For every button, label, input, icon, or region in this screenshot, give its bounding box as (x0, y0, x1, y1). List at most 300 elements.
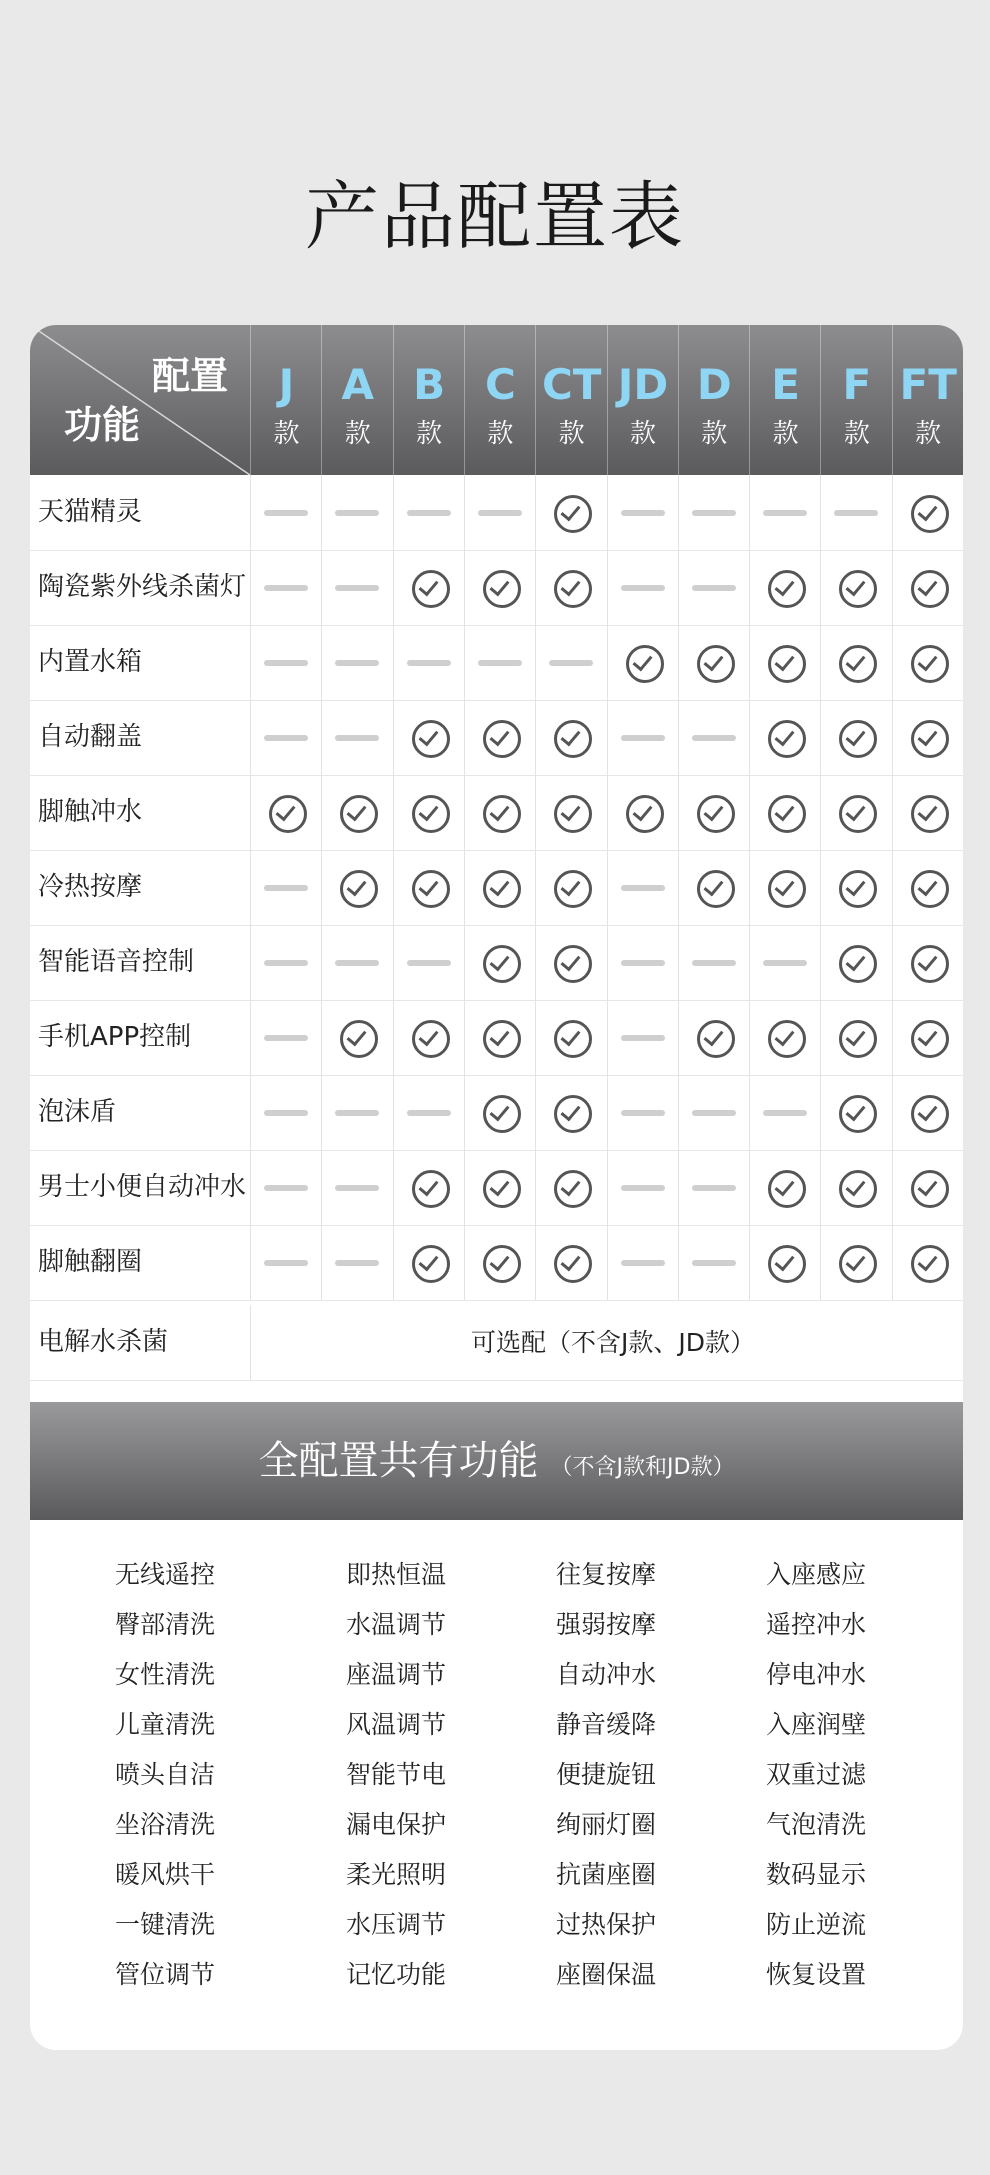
table-cell (250, 850, 322, 925)
table-row (30, 1000, 963, 1076)
common-feature-item: 无线遥控 (115, 1560, 216, 1589)
table-cell (820, 1000, 892, 1075)
table-cell (749, 1000, 821, 1075)
model-suffix: 款 (344, 419, 371, 449)
table-cell (607, 625, 679, 700)
common-feature-item: 防止逆流 (766, 1910, 867, 1939)
model-column-header (464, 325, 536, 475)
table-cell (678, 925, 750, 1000)
table-cell (393, 1150, 465, 1225)
table-cell (892, 1075, 963, 1150)
dash-icon (264, 735, 308, 741)
check-circle-icon (839, 795, 877, 833)
table-row (30, 1225, 963, 1301)
dash-icon (264, 660, 308, 666)
table-cell (678, 550, 750, 625)
common-features-band (30, 1402, 963, 1520)
model-column-header (607, 325, 679, 475)
check-circle-icon (911, 570, 949, 608)
check-circle-icon (697, 645, 735, 683)
table-row (30, 850, 963, 926)
check-circle-icon (768, 1245, 806, 1283)
model-code: A (341, 360, 375, 409)
table-cell (820, 1075, 892, 1150)
check-circle-icon (412, 870, 450, 908)
check-circle-icon (483, 1020, 521, 1058)
common-feature-item: 水温调节 (346, 1610, 447, 1639)
check-circle-icon (911, 1245, 949, 1283)
config-table-card (30, 325, 963, 2050)
dash-icon (692, 585, 736, 591)
check-circle-icon (554, 1245, 592, 1283)
table-cell (607, 1075, 679, 1150)
table-cell (464, 775, 536, 850)
check-circle-icon (911, 795, 949, 833)
model-code: JD (617, 360, 669, 409)
check-circle-icon (839, 1095, 877, 1133)
table-cell (678, 775, 750, 850)
table-row (30, 475, 963, 551)
dash-icon (621, 1185, 665, 1191)
table-cell (321, 625, 393, 700)
dash-icon (264, 1110, 308, 1116)
model-code: FT (899, 360, 957, 409)
table-cell (749, 850, 821, 925)
check-circle-icon (269, 795, 307, 833)
table-cell (464, 1150, 536, 1225)
table-row (30, 925, 963, 1001)
table-cell (464, 925, 536, 1000)
check-circle-icon (911, 945, 949, 983)
check-circle-icon (340, 1020, 378, 1058)
table-cell (535, 625, 607, 700)
table-cell (250, 775, 322, 850)
check-circle-icon (483, 870, 521, 908)
feature-label: 电解水杀菌 (38, 1327, 169, 1357)
dash-icon (621, 960, 665, 966)
model-code: C (484, 360, 516, 409)
common-feature-item: 柔光照明 (346, 1860, 447, 1889)
check-circle-icon (839, 570, 877, 608)
check-circle-icon (839, 645, 877, 683)
table-cell (820, 550, 892, 625)
common-feature-item: 水压调节 (346, 1910, 447, 1939)
check-circle-icon (554, 720, 592, 758)
model-code: B (413, 360, 446, 409)
table-cell (607, 1225, 679, 1300)
table-cell (820, 700, 892, 775)
table-cell (892, 1225, 963, 1300)
table-cell (820, 775, 892, 850)
table-cell (607, 700, 679, 775)
check-circle-icon (911, 720, 949, 758)
check-circle-icon (554, 945, 592, 983)
table-cell (393, 1075, 465, 1150)
check-circle-icon (554, 570, 592, 608)
table-cell (820, 1150, 892, 1225)
table-cell (820, 850, 892, 925)
common-feature-item: 坐浴清洗 (115, 1810, 216, 1839)
table-cell (535, 475, 607, 550)
feature-label: 脚触冲水 (38, 797, 143, 827)
table-cell (892, 1000, 963, 1075)
model-suffix: 款 (629, 419, 656, 449)
check-circle-icon (412, 1245, 450, 1283)
check-circle-icon (911, 495, 949, 533)
check-circle-icon (768, 870, 806, 908)
dash-icon (478, 510, 522, 516)
dash-icon (264, 510, 308, 516)
check-circle-icon (483, 795, 521, 833)
check-circle-icon (483, 1095, 521, 1133)
table-cell (678, 475, 750, 550)
check-circle-icon (768, 1020, 806, 1058)
model-code: J (278, 360, 295, 409)
check-circle-icon (911, 1170, 949, 1208)
check-circle-icon (554, 1170, 592, 1208)
common-feature-item: 停电冲水 (766, 1660, 867, 1689)
model-column-header (892, 325, 963, 475)
common-feature-item: 入座润壁 (766, 1710, 867, 1739)
table-row (30, 1150, 963, 1226)
table-cell (393, 925, 465, 1000)
check-circle-icon (839, 1170, 877, 1208)
check-circle-icon (768, 645, 806, 683)
model-code: F (842, 360, 872, 409)
table-cell (678, 850, 750, 925)
common-feature-item: 过热保护 (556, 1910, 657, 1939)
dash-icon (763, 510, 807, 516)
check-circle-icon (911, 1095, 949, 1133)
common-features-title: 全配置共有功能 (258, 1438, 539, 1484)
common-feature-item: 女性清洗 (115, 1660, 216, 1689)
check-circle-icon (340, 795, 378, 833)
dash-icon (335, 960, 379, 966)
common-feature-item: 遥控冲水 (766, 1610, 867, 1639)
feature-label: 冷热按摩 (38, 872, 143, 902)
table-cell (250, 1075, 322, 1150)
common-feature-item: 恢复设置 (766, 1960, 867, 1989)
table-cell (393, 1000, 465, 1075)
check-circle-icon (911, 645, 949, 683)
common-feature-item: 风温调节 (346, 1710, 447, 1739)
table-cell (393, 1225, 465, 1300)
model-column-header (250, 325, 322, 475)
table-cell (464, 700, 536, 775)
table-cell (607, 850, 679, 925)
common-feature-item: 入座感应 (766, 1560, 867, 1589)
table-cell (749, 1225, 821, 1300)
check-circle-icon (483, 570, 521, 608)
common-feature-item: 气泡清洗 (766, 1810, 867, 1839)
check-circle-icon (412, 720, 450, 758)
check-circle-icon (697, 1020, 735, 1058)
feature-label: 男士小便自动冲水 (38, 1172, 247, 1202)
check-circle-icon (554, 795, 592, 833)
table-cell (464, 1000, 536, 1075)
feature-label: 脚触翻圈 (38, 1247, 143, 1277)
dash-icon (335, 585, 379, 591)
table-cell (250, 625, 322, 700)
table-cell (607, 550, 679, 625)
table-row (30, 775, 963, 851)
table-cell (321, 1000, 393, 1075)
table-cell (892, 550, 963, 625)
table-cell (749, 925, 821, 1000)
feature-label: 智能语音控制 (38, 947, 195, 977)
check-circle-icon (768, 795, 806, 833)
dash-icon (335, 660, 379, 666)
model-suffix: 款 (772, 419, 799, 449)
table-cell (535, 700, 607, 775)
common-feature-item: 静音缓降 (556, 1710, 657, 1739)
table-cell (464, 475, 536, 550)
common-feature-item: 往复按摩 (556, 1560, 657, 1589)
table-cell (820, 475, 892, 550)
table-cell (464, 850, 536, 925)
feature-label: 自动翻盖 (38, 722, 143, 752)
table-cell (535, 850, 607, 925)
dash-icon (621, 735, 665, 741)
table-cell (749, 775, 821, 850)
table-cell (892, 925, 963, 1000)
optional-cell (250, 1305, 963, 1380)
check-circle-icon (483, 1245, 521, 1283)
dash-icon (621, 1110, 665, 1116)
table-cell (535, 1000, 607, 1075)
table-cell (535, 1075, 607, 1150)
dash-icon (478, 660, 522, 666)
check-circle-icon (412, 570, 450, 608)
table-cell (535, 925, 607, 1000)
common-feature-item: 双重过滤 (766, 1760, 867, 1789)
common-feature-item: 一键清洗 (115, 1910, 216, 1939)
corner-label-config: 配置 (151, 354, 228, 398)
table-cell (393, 775, 465, 850)
dash-icon (264, 585, 308, 591)
model-suffix: 款 (273, 419, 300, 449)
common-feature-item: 智能节电 (346, 1760, 447, 1789)
table-cell (749, 475, 821, 550)
table-cell (892, 475, 963, 550)
feature-label: 手机APP控制 (38, 1022, 192, 1052)
table-cell (607, 775, 679, 850)
table-cell (535, 775, 607, 850)
common-feature-item: 自动冲水 (556, 1660, 657, 1689)
check-circle-icon (554, 1095, 592, 1133)
table-cell (250, 475, 322, 550)
table-cell (535, 1225, 607, 1300)
table-cell (321, 1225, 393, 1300)
check-circle-icon (839, 870, 877, 908)
model-suffix: 款 (558, 419, 585, 449)
dash-icon (692, 735, 736, 741)
table-cell (678, 1075, 750, 1150)
feature-label: 陶瓷紫外线杀菌灯 (38, 572, 247, 602)
check-circle-icon (412, 1020, 450, 1058)
table-cell (892, 850, 963, 925)
table-cell (393, 625, 465, 700)
check-circle-icon (483, 720, 521, 758)
table-cell (820, 625, 892, 700)
table-cell (607, 475, 679, 550)
table-cell (464, 625, 536, 700)
table-cell (678, 1150, 750, 1225)
table-cell (393, 700, 465, 775)
table-cell (321, 925, 393, 1000)
table-row (30, 625, 963, 701)
page-title: 产品配置表 (305, 174, 685, 260)
table-cell (321, 1150, 393, 1225)
table-cell (820, 925, 892, 1000)
common-feature-item: 漏电保护 (346, 1810, 447, 1839)
common-feature-item: 座温调节 (346, 1660, 447, 1689)
model-suffix: 款 (701, 419, 728, 449)
check-circle-icon (340, 870, 378, 908)
common-feature-item: 暖风烘干 (115, 1860, 216, 1889)
table-cell (678, 700, 750, 775)
model-column-header (321, 325, 393, 475)
header-corner (30, 325, 250, 475)
table-cell (250, 925, 322, 1000)
table-row (30, 550, 963, 626)
dash-icon (407, 960, 451, 966)
common-feature-item: 座圈保温 (556, 1960, 657, 1989)
table-cell (607, 1000, 679, 1075)
check-circle-icon (697, 795, 735, 833)
check-circle-icon (768, 720, 806, 758)
model-suffix: 款 (487, 419, 514, 449)
table-cell (607, 925, 679, 1000)
common-feature-item: 臀部清洗 (115, 1610, 216, 1639)
check-circle-icon (412, 1170, 450, 1208)
dash-icon (763, 960, 807, 966)
table-cell (607, 1150, 679, 1225)
table-cell (393, 550, 465, 625)
model-code: E (771, 360, 800, 409)
table-cell (749, 625, 821, 700)
corner-label-feature: 功能 (64, 403, 141, 447)
dash-icon (549, 660, 593, 666)
common-feature-item: 便捷旋钮 (556, 1760, 657, 1789)
dash-icon (692, 1185, 736, 1191)
check-circle-icon (554, 870, 592, 908)
table-cell (250, 1000, 322, 1075)
feature-label: 内置水箱 (38, 647, 143, 677)
dash-icon (264, 885, 308, 891)
table-cell (321, 775, 393, 850)
dash-icon (621, 1260, 665, 1266)
table-header (30, 325, 963, 475)
model-suffix: 款 (915, 419, 942, 449)
feature-label: 泡沫盾 (38, 1097, 117, 1127)
check-circle-icon (839, 720, 877, 758)
common-feature-item: 记忆功能 (346, 1960, 447, 1989)
check-circle-icon (626, 795, 664, 833)
table-cell (749, 1150, 821, 1225)
table-cell (535, 1150, 607, 1225)
common-feature-item: 绚丽灯圈 (556, 1810, 657, 1839)
feature-label: 天猫精灵 (38, 497, 143, 527)
common-feature-item: 管位调节 (115, 1960, 216, 1989)
check-circle-icon (697, 870, 735, 908)
check-circle-icon (768, 1170, 806, 1208)
table-cell (321, 850, 393, 925)
table-cell (250, 550, 322, 625)
table-cell (250, 700, 322, 775)
dash-icon (335, 1260, 379, 1266)
common-feature-item: 数码显示 (766, 1860, 867, 1889)
check-circle-icon (839, 945, 877, 983)
dash-icon (621, 885, 665, 891)
table-cell (892, 625, 963, 700)
table-cell (678, 625, 750, 700)
dash-icon (834, 510, 878, 516)
model-column-header (820, 325, 892, 475)
check-circle-icon (554, 495, 592, 533)
check-circle-icon (554, 1020, 592, 1058)
table-cell (250, 1225, 322, 1300)
optional-text: 可选配（不含J款、JD款） (471, 1328, 755, 1357)
table-cell (820, 1225, 892, 1300)
dash-icon (692, 960, 736, 966)
model-column-header (535, 325, 607, 475)
table-cell (321, 475, 393, 550)
table-cell (892, 775, 963, 850)
dash-icon (407, 510, 451, 516)
model-code: D (696, 360, 732, 409)
dash-icon (264, 960, 308, 966)
table-cell (464, 550, 536, 625)
table-cell (464, 1075, 536, 1150)
dash-icon (264, 1035, 308, 1041)
table-cell (321, 700, 393, 775)
optional-feature-row (30, 1305, 963, 1381)
table-cell (749, 1075, 821, 1150)
model-code: CT (541, 360, 602, 409)
dash-icon (335, 1110, 379, 1116)
common-features-note: （不含J款和JD款） (550, 1455, 735, 1480)
table-cell (321, 550, 393, 625)
common-feature-item: 儿童清洗 (115, 1710, 216, 1739)
table-cell (321, 1075, 393, 1150)
model-column-header (749, 325, 821, 475)
dash-icon (335, 735, 379, 741)
table-cell (535, 550, 607, 625)
table-cell (393, 850, 465, 925)
dash-icon (264, 1185, 308, 1191)
check-circle-icon (626, 645, 664, 683)
table-cell (892, 1150, 963, 1225)
check-circle-icon (911, 1020, 949, 1058)
table-row (30, 1075, 963, 1151)
table-cell (678, 1225, 750, 1300)
dash-icon (621, 585, 665, 591)
table-cell (250, 1150, 322, 1225)
dash-icon (621, 1035, 665, 1041)
dash-icon (407, 660, 451, 666)
dash-icon (692, 1110, 736, 1116)
check-circle-icon (412, 795, 450, 833)
model-suffix: 款 (416, 419, 443, 449)
table-cell (393, 475, 465, 550)
check-circle-icon (911, 870, 949, 908)
model-column-header (678, 325, 750, 475)
check-circle-icon (483, 1170, 521, 1208)
dash-icon (692, 1260, 736, 1266)
dash-icon (407, 1110, 451, 1116)
common-feature-item: 抗菌座圈 (556, 1860, 657, 1889)
